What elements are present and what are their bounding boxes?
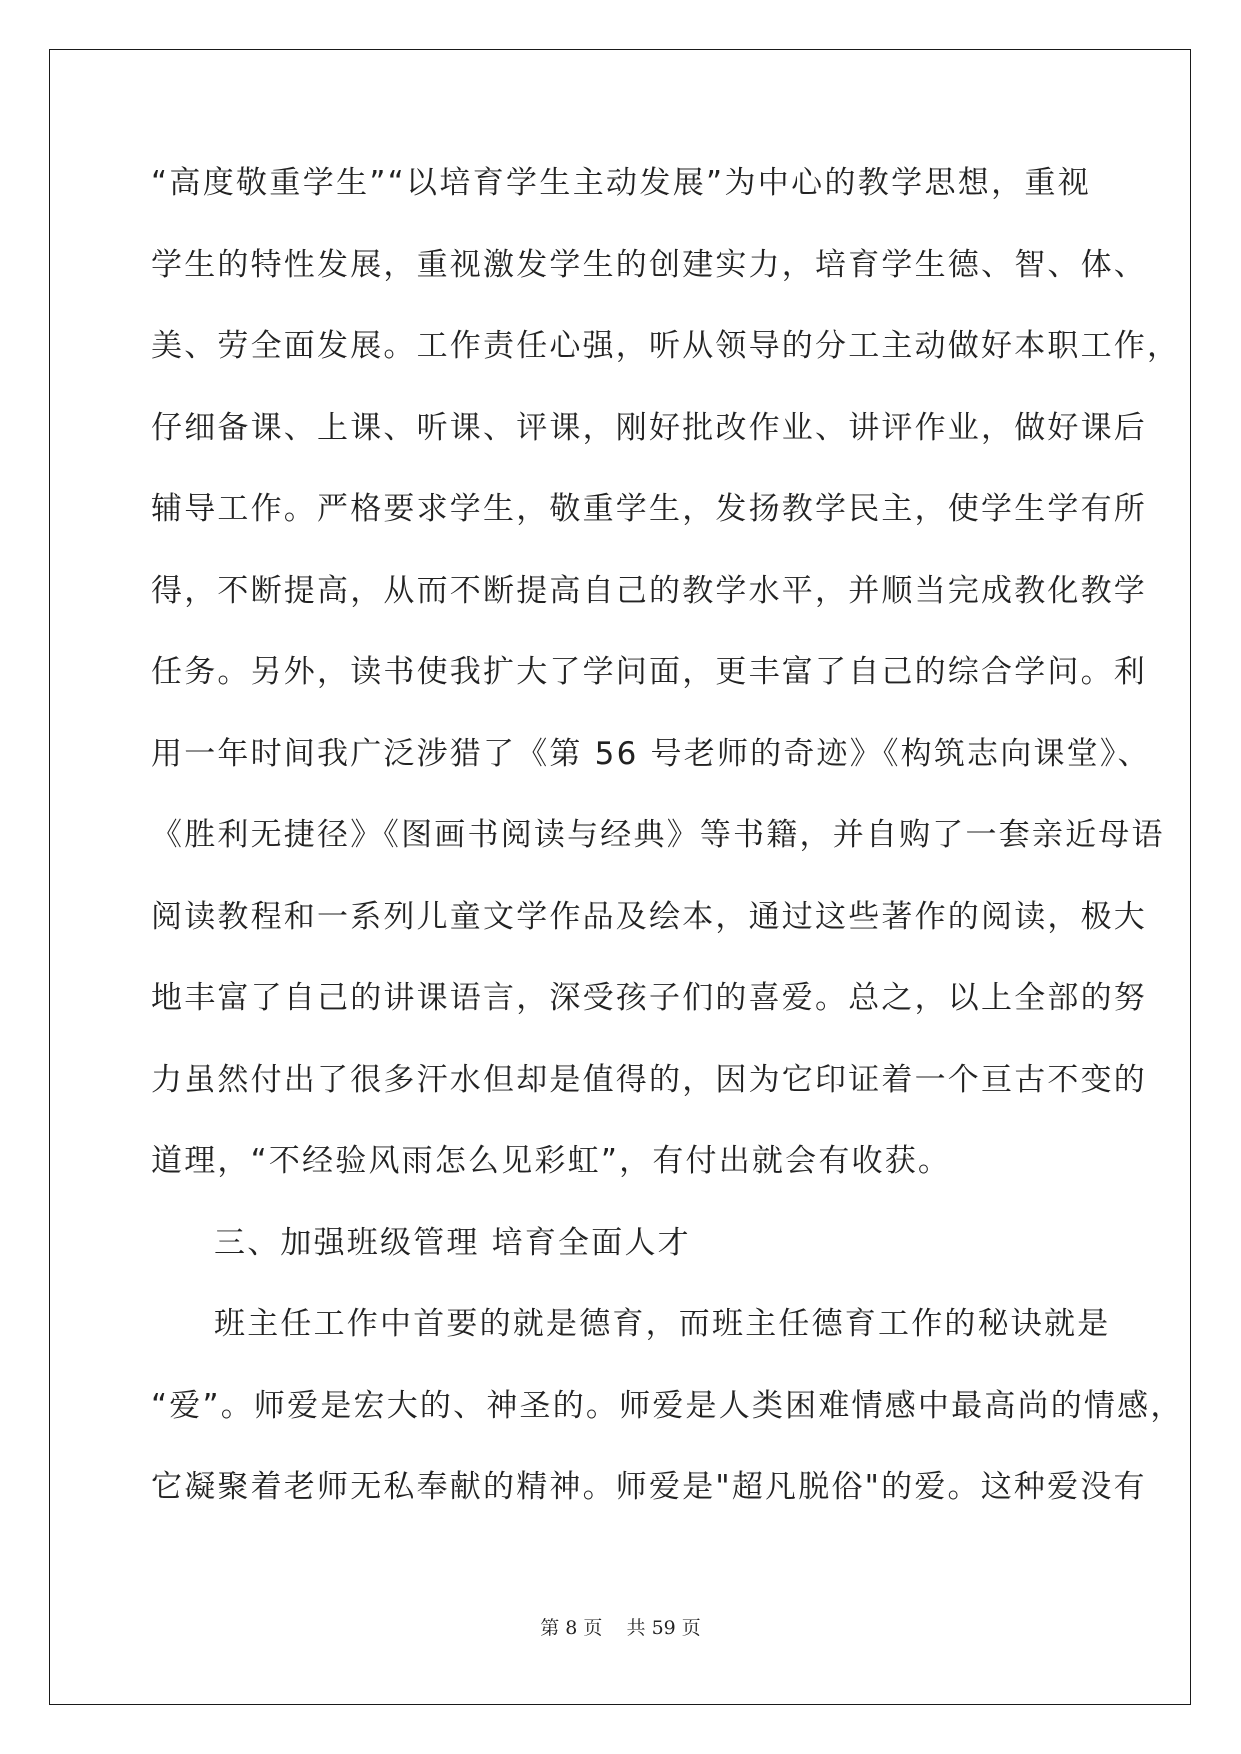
text-line: 阅读教程和一系列儿童文学作品及绘本，通过这些著作的阅读，极大 <box>151 898 1147 935</box>
text-line: 仔细备课、上课、听课、评课，刚好批改作业、讲评作业，做好课后 <box>151 409 1147 446</box>
text-line: 三、加强班级管理 培育全面人才 <box>214 1224 691 1261</box>
text-line: 学生的特性发展，重视激发学生的创建实力，培育学生德、智、体、 <box>151 246 1147 283</box>
text-line: 地丰富了自己的讲课语言，深受孩子们的喜爱。总之，以上全部的努 <box>151 980 1147 1016</box>
text-line: 美、劳全面发展。工作责任心强，听从领导的分工主动做好本职工作， <box>151 328 1181 364</box>
text-line: 任务。另外，读书使我扩大了学问面，更丰富了自己的综合学问。利 <box>151 654 1147 690</box>
page-footer: 第 8 页 共 59 页 <box>540 1617 701 1639</box>
text-line: 道理，“不经验风雨怎么见彩虹”，有付出就会有收获。 <box>151 1143 952 1179</box>
text-line: 班主任工作中首要的就是德育，而班主任德育工作的秘诀就是 <box>214 1306 1111 1342</box>
text-line: 辅导工作。严格要求学生，敬重学生，发扬教学民主，使学生学有所 <box>151 491 1147 527</box>
document-body <box>151 160 1184 1546</box>
text-line: 《胜利无捷径》《图画书阅读与经典》等书籍，并自购了一套亲近母语 <box>151 817 1165 853</box>
text-line: 它凝聚着老师无私奉献的精神。师爱是"超凡脱俗"的爱。这种爱没有 <box>151 1469 1147 1505</box>
text-line: 用一年时间我广泛涉猎了《第 56 号老师的奇迹》《构筑志向课堂》、 <box>151 735 1151 772</box>
text-line: “爱”。师爱是宏大的、神圣的。师爱是人类困难情感中最高尚的情感， <box>151 1387 1184 1424</box>
text-line: 力虽然付出了很多汗水但却是值得的，因为它印证着一个亘古不变的 <box>151 1061 1147 1098</box>
text-line: 得，不断提高，从而不断提高自己的教学水平，并顺当完成教化教学 <box>151 572 1147 609</box>
text-line: “高度敬重学生”“以培育学生主动发展”为中心的教学思想，重视 <box>151 165 1091 201</box>
